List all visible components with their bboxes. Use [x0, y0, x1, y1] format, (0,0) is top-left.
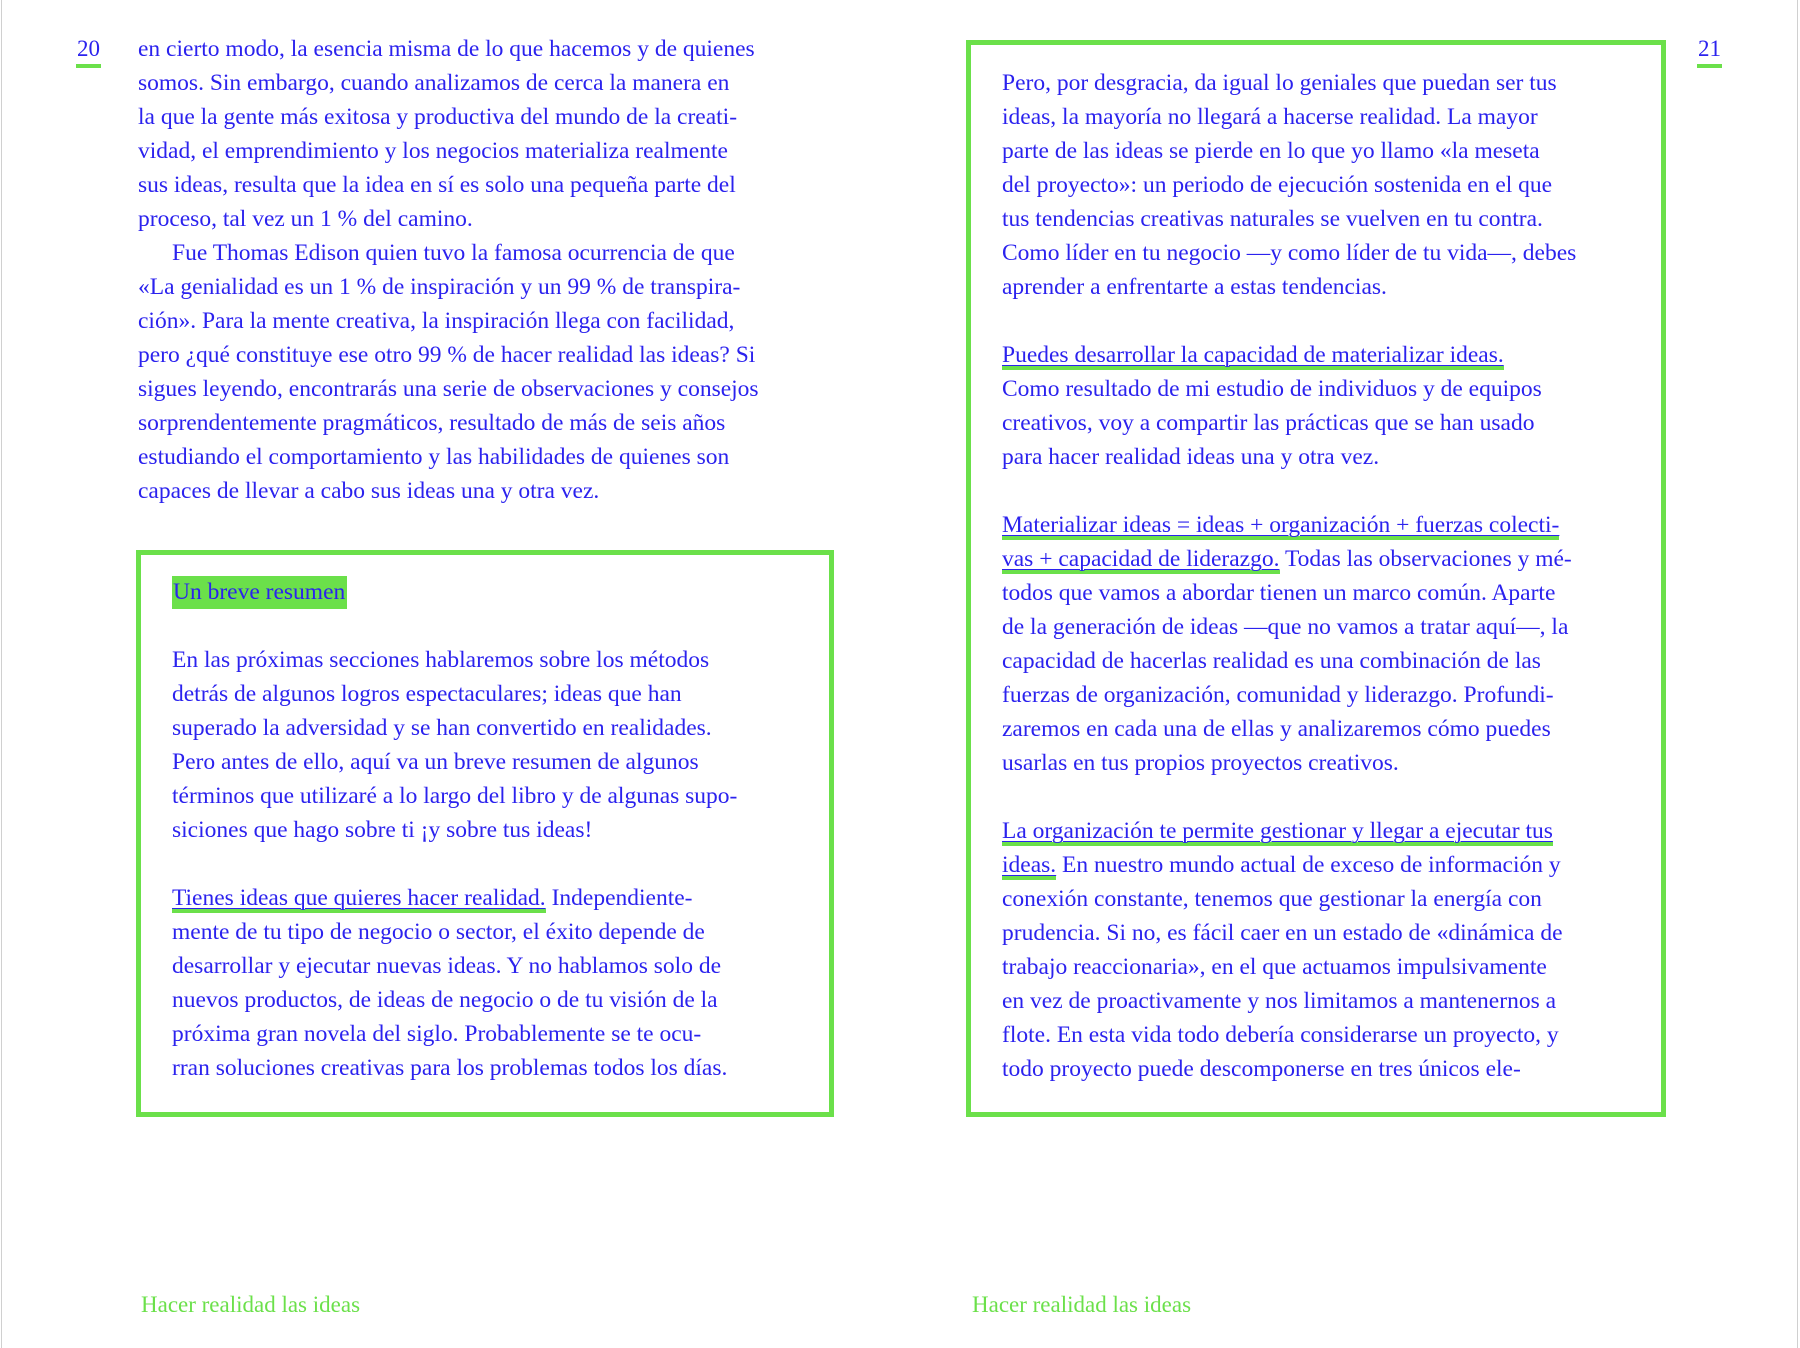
text-line	[1002, 304, 1576, 338]
highlighted-phrase: Tienes ideas que quieres hacer realidad.	[172, 885, 546, 911]
text-line: En las próximas secciones hablaremos sobre los métodos	[172, 647, 710, 673]
text-line	[1002, 474, 1576, 508]
text-line: próxima gran novela del siglo. Probablemente se te ocu-	[172, 1021, 702, 1047]
text-line: detrás de algunos logros espectaculares; ideas que han	[172, 681, 682, 707]
text-line: sigues leyendo, encontrarás una serie de observaciones y consejos	[138, 376, 759, 402]
text-line	[172, 847, 737, 881]
text-line	[1002, 814, 1576, 848]
text-line: en vez de proactivamente y nos limitamos a mantenernos a	[1002, 988, 1557, 1014]
text-line: estudiando el comportamiento y las habilidades de quienes son	[138, 444, 730, 470]
text-run: En nuestro mundo actual de exceso de información y	[1056, 852, 1561, 878]
text-line	[1002, 338, 1576, 372]
text-line: fuerzas de organización, comunidad y liderazgo. Profundi-	[1002, 682, 1554, 708]
text-line: ción». Para la mente creativa, la inspiración llega con facilidad,	[138, 308, 735, 334]
text-line	[172, 881, 737, 915]
right-box-content	[1002, 66, 1576, 1086]
text-line: zaremos en cada una de ellas y analizaremos cómo puedes	[1002, 716, 1551, 742]
text-line: siciones que hago sobre ti ¡y sobre tus ideas!	[172, 817, 593, 843]
text-line	[1002, 780, 1576, 814]
text-line: Fue Thomas Edison quien tuvo la famosa ocurrencia de que	[172, 240, 735, 266]
text-line: términos que utilizaré a lo largo del libro y de algunas supo-	[172, 783, 738, 809]
highlighted-phrase: vas + capacidad de liderazgo.	[1002, 546, 1280, 572]
text-line	[1002, 848, 1576, 882]
body-text-left	[138, 32, 759, 508]
text-line: prudencia. Si no, es fácil caer en un estado de «dinámica de	[1002, 920, 1563, 946]
text-line: capacidad de hacerlas realidad es una combinación de las	[1002, 648, 1541, 674]
text-line: Pero, por desgracia, da igual lo geniales que puedan ser tus	[1002, 70, 1557, 96]
text-line: parte de las ideas se pierde en lo que yo llamo «la meseta	[1002, 138, 1540, 164]
text-line: todos que vamos a abordar tienen un marco común. Aparte	[1002, 580, 1556, 606]
summary-heading: Un breve resumen	[172, 576, 347, 609]
text-line	[172, 609, 737, 643]
text-line: trabajo reaccionaria», en el que actuamos impulsivamente	[1002, 954, 1547, 980]
text-line: aprender a enfrentarte a estas tendencias.	[1002, 274, 1387, 300]
text-line: la que la gente más exitosa y productiva del mundo de la creati-	[138, 104, 738, 130]
text-line: sus ideas, resulta que la idea en sí es solo una pequeña parte del	[138, 172, 736, 198]
text-line: ideas, la mayoría no llegará a hacerse realidad. La mayor	[1002, 104, 1538, 130]
text-run: Independiente-	[545, 885, 693, 911]
text-line: pero ¿qué constituye ese otro 99 % de hacer realidad las ideas? Si	[138, 342, 756, 368]
text-line: mente de tu tipo de negocio o sector, el éxito depende de	[172, 919, 705, 945]
text-line: en cierto modo, la esencia misma de lo que hacemos y de quienes	[138, 36, 755, 62]
summary-box-content	[172, 575, 737, 1085]
text-line	[1002, 508, 1576, 542]
text-line: Pero antes de ello, aquí va un breve resumen de algunos	[172, 749, 699, 775]
text-line: capaces de llevar a cabo sus ideas una y otra vez.	[138, 478, 600, 504]
page-number-left: 20	[76, 34, 101, 68]
text-line: somos. Sin embargo, cuando analizamos de cerca la manera en	[138, 70, 730, 96]
text-line: del proyecto»: un periodo de ejecución sostenida en el que	[1002, 172, 1553, 198]
highlighted-phrase: ideas.	[1002, 852, 1057, 878]
text-line: creativos, voy a compartir las prácticas que se han usado	[1002, 410, 1535, 436]
page-edge-left	[1, 0, 2, 1348]
text-line: Como resultado de mi estudio de individuos y de equipos	[1002, 376, 1542, 402]
text-line: rran soluciones creativas para los problemas todos los días.	[172, 1055, 728, 1081]
text-line: conexión constante, tenemos que gestionar la energía con	[1002, 886, 1542, 912]
highlighted-phrase: La organización te permite gestionar y llegar a ejecutar tus	[1002, 818, 1553, 844]
text-line: para hacer realidad ideas una y otra vez.	[1002, 444, 1380, 470]
text-line	[1002, 542, 1576, 576]
page-edge-right	[1797, 0, 1798, 1348]
highlighted-phrase: Materializar ideas = ideas + organización + fuerzas colecti-	[1002, 512, 1560, 538]
text-line: usarlas en tus propios proyectos creativos.	[1002, 750, 1399, 776]
text-line: Como líder en tu negocio —y como líder de tu vida—, debes	[1002, 240, 1577, 266]
text-line: de la generación de ideas —que no vamos a tratar aquí—, la	[1002, 614, 1569, 640]
text-line: desarrollar y ejecutar nuevas ideas. Y no hablamos solo de	[172, 953, 722, 979]
text-line: nuevos productos, de ideas de negocio o de tu visión de la	[172, 987, 718, 1013]
running-footer-right: Hacer realidad las ideas	[972, 1292, 1192, 1317]
text-run: Todas las observaciones y mé-	[1279, 546, 1572, 572]
text-line: «La genialidad es un 1 % de inspiración y un 99 % de transpira-	[138, 274, 741, 300]
text-line: todo proyecto puede descomponerse en tres únicos ele-	[1002, 1056, 1521, 1082]
text-line: tus tendencias creativas naturales se vuelven en tu contra.	[1002, 206, 1543, 232]
page-number-right: 21	[1697, 34, 1722, 68]
text-line: proceso, tal vez un 1 % del camino.	[138, 206, 473, 232]
text-line: superado la adversidad y se han convertido en realidades.	[172, 715, 712, 741]
text-line: vidad, el emprendimiento y los negocios materializa realmente	[138, 138, 728, 164]
text-line: sorprendentemente pragmáticos, resultado de más de seis años	[138, 410, 726, 436]
running-footer-left: Hacer realidad las ideas	[141, 1292, 361, 1317]
highlighted-phrase: Puedes desarrollar la capacidad de materializar ideas.	[1002, 342, 1504, 368]
text-line: flote. En esta vida todo debería considerarse un proyecto, y	[1002, 1022, 1559, 1048]
